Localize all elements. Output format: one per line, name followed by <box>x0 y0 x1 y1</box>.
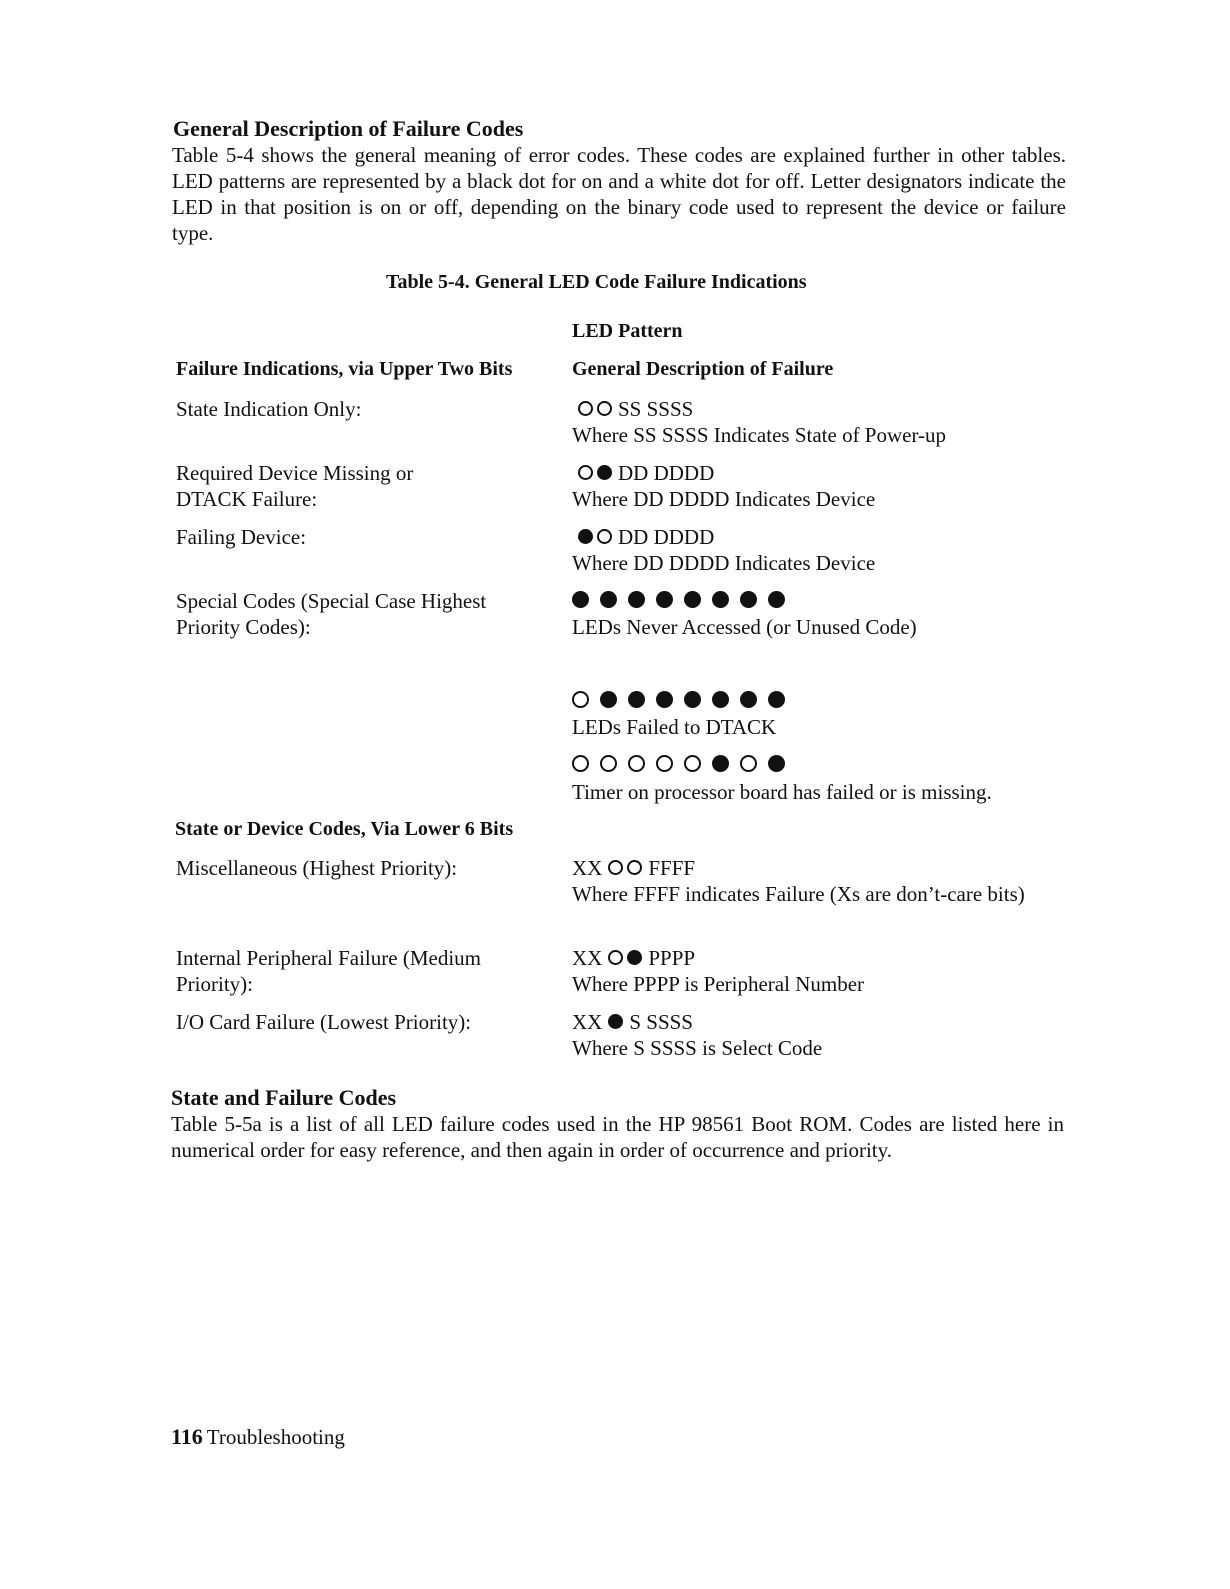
led-off-icon <box>684 755 701 772</box>
led-on-icon <box>572 591 589 608</box>
led-on-icon <box>712 691 729 708</box>
led-on-icon <box>627 950 642 965</box>
led-pattern-timer <box>572 752 785 774</box>
led-on-icon <box>768 591 785 608</box>
row-label: Miscellaneous (Highest Priority): <box>176 856 458 880</box>
led-off-icon <box>572 755 589 772</box>
led-off-icon <box>608 950 623 965</box>
row-description: LEDs Never Accessed (or Unused Code) <box>572 615 917 639</box>
lower-bits-header: State or Device Codes, Via Lower 6 Bits <box>175 818 514 840</box>
led-off-icon <box>740 755 757 772</box>
led-on-icon <box>600 691 617 708</box>
led-on-icon <box>684 691 701 708</box>
led-pattern-header: LED Pattern <box>572 320 683 342</box>
row-code: XX S SSSS <box>572 1010 693 1034</box>
page-footer <box>171 1424 345 1450</box>
row-label: Special Codes (Special Case Highest <box>176 589 487 613</box>
row-description: Where DD DDDD Indicates Device <box>572 551 876 575</box>
led-on-icon <box>740 691 757 708</box>
failure-indications-header: Failure Indications, via Upper Two Bits <box>176 358 513 380</box>
row-label: DTACK Failure: <box>176 487 318 511</box>
row-description: Where PPPP is Peripheral Number <box>572 972 865 996</box>
led-on-icon <box>768 691 785 708</box>
led-on-icon <box>712 591 729 608</box>
led-on-icon <box>578 529 593 544</box>
row-label: Required Device Missing or <box>176 461 414 485</box>
page-number: 116 <box>171 1424 203 1449</box>
row-code: SS SSSS <box>572 396 693 422</box>
row-description: Where DD DDDD Indicates Device <box>572 487 876 511</box>
led-off-icon <box>656 755 673 772</box>
footer-section: Troubleshooting <box>206 1425 345 1449</box>
led-off-icon <box>597 529 612 544</box>
section-heading: General Description of Failure Codes <box>173 116 524 141</box>
led-on-icon <box>768 755 785 772</box>
led-off-icon <box>627 860 642 875</box>
row-description: LEDs Failed to DTACK <box>572 715 777 739</box>
row-description: Timer on processor board has failed or is missing. <box>572 780 992 804</box>
led-pattern-all-on <box>572 588 785 610</box>
row-code: DD DDDD <box>572 524 714 550</box>
led-on-icon <box>656 691 673 708</box>
led-on-icon <box>628 691 645 708</box>
section-paragraph: Table 5-5a is a list of all LED failure codes used in the HP 98561 Boot ROM. Codes are listed here in numerical order for easy reference, and then again in order of occurrence and priority. <box>171 1112 1064 1162</box>
row-label: I/O Card Failure (Lowest Priority): <box>176 1010 472 1034</box>
led-on-icon <box>656 591 673 608</box>
led-on-icon <box>740 591 757 608</box>
led-on-icon <box>684 591 701 608</box>
led-off-icon <box>578 401 593 416</box>
table-caption: Table 5-4. General LED Code Failure Indications <box>386 271 807 293</box>
section-paragraph: Table 5-4 shows the general meaning of error codes. These codes are explained further in other tables. LED patterns are represented by a black dot for on and a white dot for off. Letter designators indicate the LED in that position is on or off, depending on the binary code used to represent the device or failure type. <box>172 143 1066 245</box>
led-on-icon <box>628 591 645 608</box>
row-label: Priority Codes): <box>176 615 311 639</box>
led-on-icon <box>600 591 617 608</box>
general-description-header: General Description of Failure <box>572 358 834 380</box>
row-label: State Indication Only: <box>176 397 362 421</box>
row-code: XX FFFF <box>572 856 696 880</box>
led-off-icon <box>578 465 593 480</box>
led-off-icon <box>597 401 612 416</box>
row-description: Where FFFF indicates Failure (Xs are don’t-care bits) <box>572 882 1025 906</box>
led-on-icon <box>597 465 612 480</box>
row-label: Priority): <box>176 972 253 996</box>
row-label: Failing Device: <box>176 525 307 549</box>
led-pattern-dtack <box>572 688 785 710</box>
row-description: Where SS SSSS Indicates State of Power-up <box>572 423 947 447</box>
led-off-icon <box>608 860 623 875</box>
row-label: Internal Peripheral Failure (Medium <box>176 946 481 970</box>
row-code: DD DDDD <box>572 460 714 486</box>
row-code: XX PPPP <box>572 946 696 970</box>
led-off-icon <box>572 691 589 708</box>
led-on-icon <box>608 1014 623 1029</box>
led-on-icon <box>712 755 729 772</box>
led-off-icon <box>600 755 617 772</box>
section-heading: State and Failure Codes <box>171 1085 397 1110</box>
led-off-icon <box>628 755 645 772</box>
row-description: Where S SSSS is Select Code <box>572 1036 823 1060</box>
